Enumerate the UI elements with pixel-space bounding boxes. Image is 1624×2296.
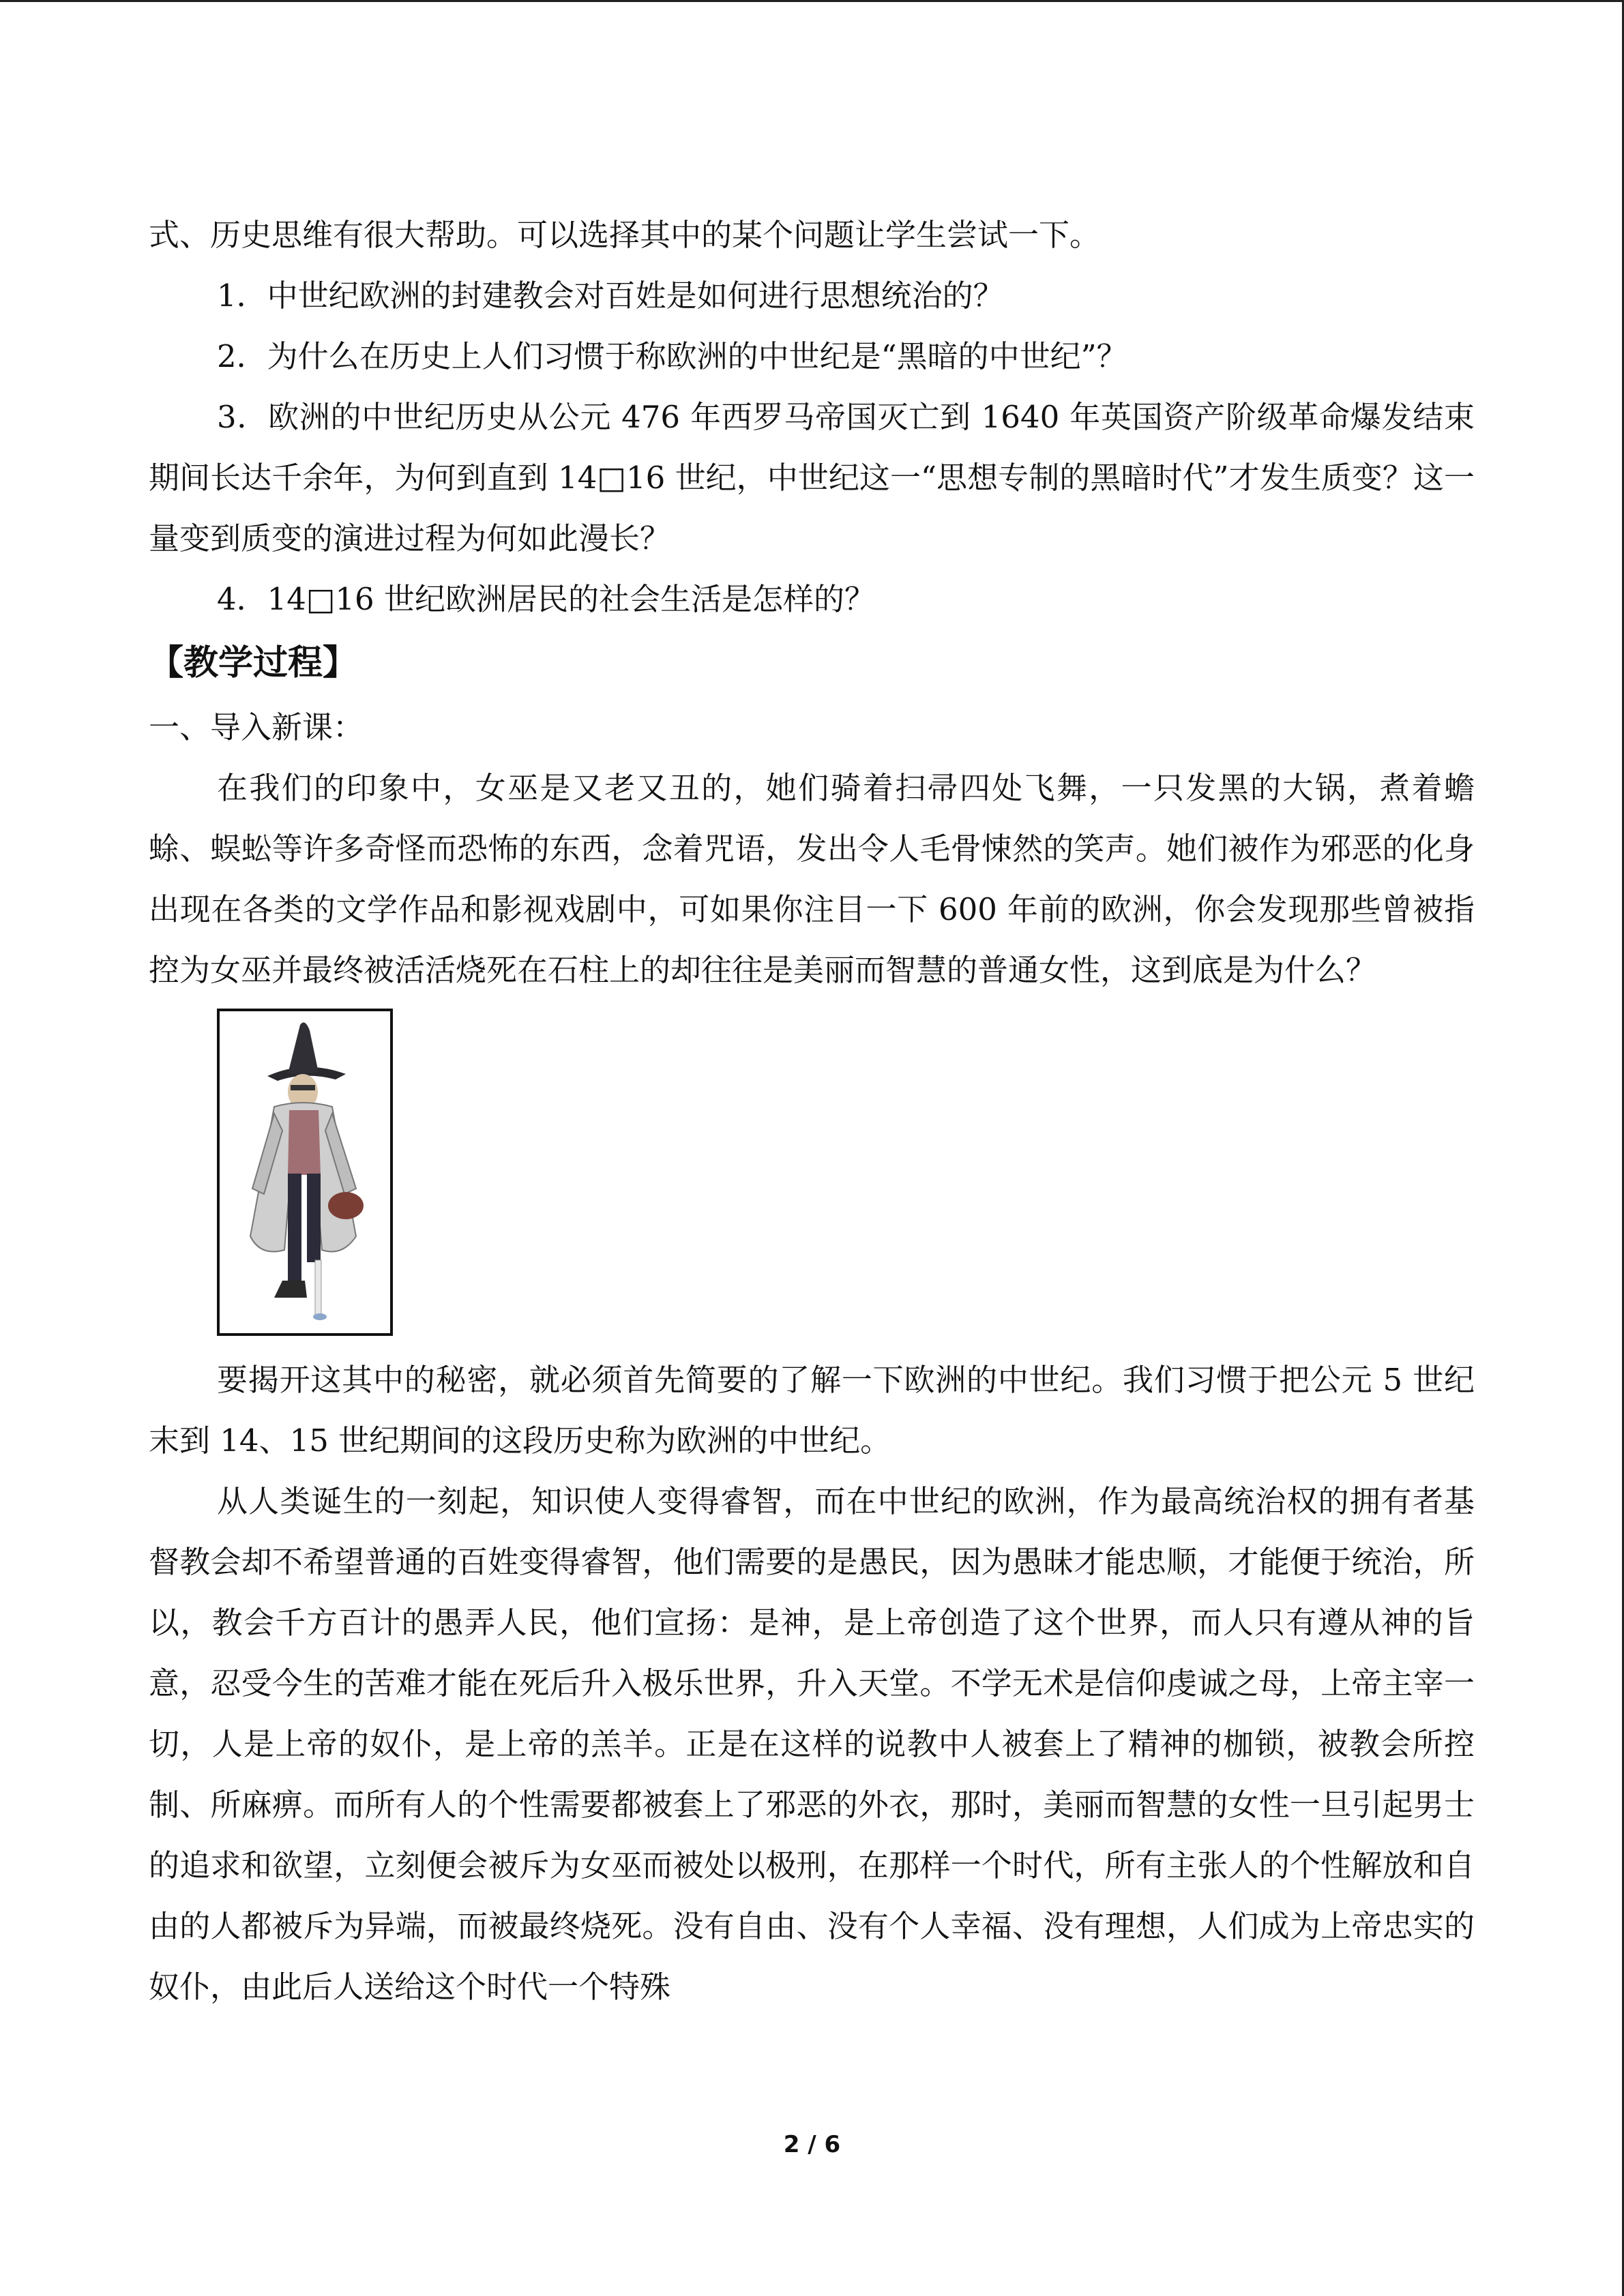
witch-figure-icon bbox=[220, 1011, 390, 1333]
intro-paragraph: 在我们的印象中，女巫是又老又丑的，她们骑着扫帚四处飞舞，一只发黑的大锅，煮着蟾蜍、蜈蚣等许多奇怪而恐怖的东西，念着咒语，发出令人毛骨悚然的笑声。她们被作为邪恶的化身出现在各类的文学作品和影视戏剧中，可如果你注目一下 600 年前的欧洲，你会发现那些曾被指控为女巫并最终被活活烧死在石柱上的却往往是美丽而智慧的普通女性，这到底是为什么？ bbox=[149, 770, 1475, 988]
paragraph-middle-ages: 要揭开这其中的秘密，就必须首先简要的了解一下欧洲的中世纪。我们习惯于把公元 5 世纪末到 14、15 世纪期间的这段历史称为欧洲的中世纪。 bbox=[149, 1362, 1475, 1459]
paragraph-continuation: 式、历史思维有很大帮助。可以选择其中的某个问题让学生尝试一下。 bbox=[149, 217, 1101, 253]
witch-illustration bbox=[217, 1009, 393, 1336]
page-edge-top bbox=[0, 0, 1624, 2]
page-number: 2 / 6 bbox=[783, 2131, 841, 2158]
question-4: 4．14□16 世纪欧洲居民的社会生活是怎样的？ bbox=[217, 581, 875, 617]
question-1: 1．中世纪欧洲的封建教会对百姓是如何进行思想统治的？ bbox=[217, 278, 1004, 314]
question-3: 3．欧洲的中世纪历史从公元 476 年西罗马帝国灭亡到 1640 年英国资产阶级革命爆发结束期间长达千余年，为何到直到 14□16 世纪，中世纪这一“思想专制的黑暗时代”才发生质变？这一量变到质变的演进过程为何如此漫长？ bbox=[149, 399, 1475, 556]
section-heading: 【教学过程】 bbox=[149, 643, 358, 683]
question-2: 2．为什么在历史上人们习惯于称欧洲的中世纪是“黑暗的中世纪”？ bbox=[217, 338, 1127, 374]
paragraph-church: 从人类诞生的一刻起，知识使人变得睿智，而在中世纪的欧洲，作为最高统治权的拥有者基督教会却不希望普通的百姓变得睿智，他们需要的是愚民，因为愚昧才能忠顺，才能便于统治，所以，教会千方百计的愚弄人民，他们宣扬：是神，是上帝创造了这个世界，而人只有遵从神的旨意，忍受今生的苦难才能在死后升入极乐世界，升入天堂。不学无术是信仰虔诚之母，上帝主宰一切，人是上帝的奴仆，是上帝的羔羊。正是在这样的说教中人被套上了精神的枷锁，被教会所控制、所麻痹。而所有人的个性需要都被套上了邪恶的外衣，那时，美丽而智慧的女性一旦引起男士的追求和欲望，立刻便会被斥为女巫而被处以极刑，在那样一个时代，所有主张人的个性解放和自由的人都被斥为异端，而被最终烧死。没有自由、没有个人幸福、没有理想，人们成为上帝忠实的奴仆，由此后人送给这个时代一个特殊 bbox=[149, 1483, 1475, 2005]
subheading: 一、导入新课： bbox=[149, 709, 364, 745]
page-content bbox=[149, 205, 1475, 2017]
